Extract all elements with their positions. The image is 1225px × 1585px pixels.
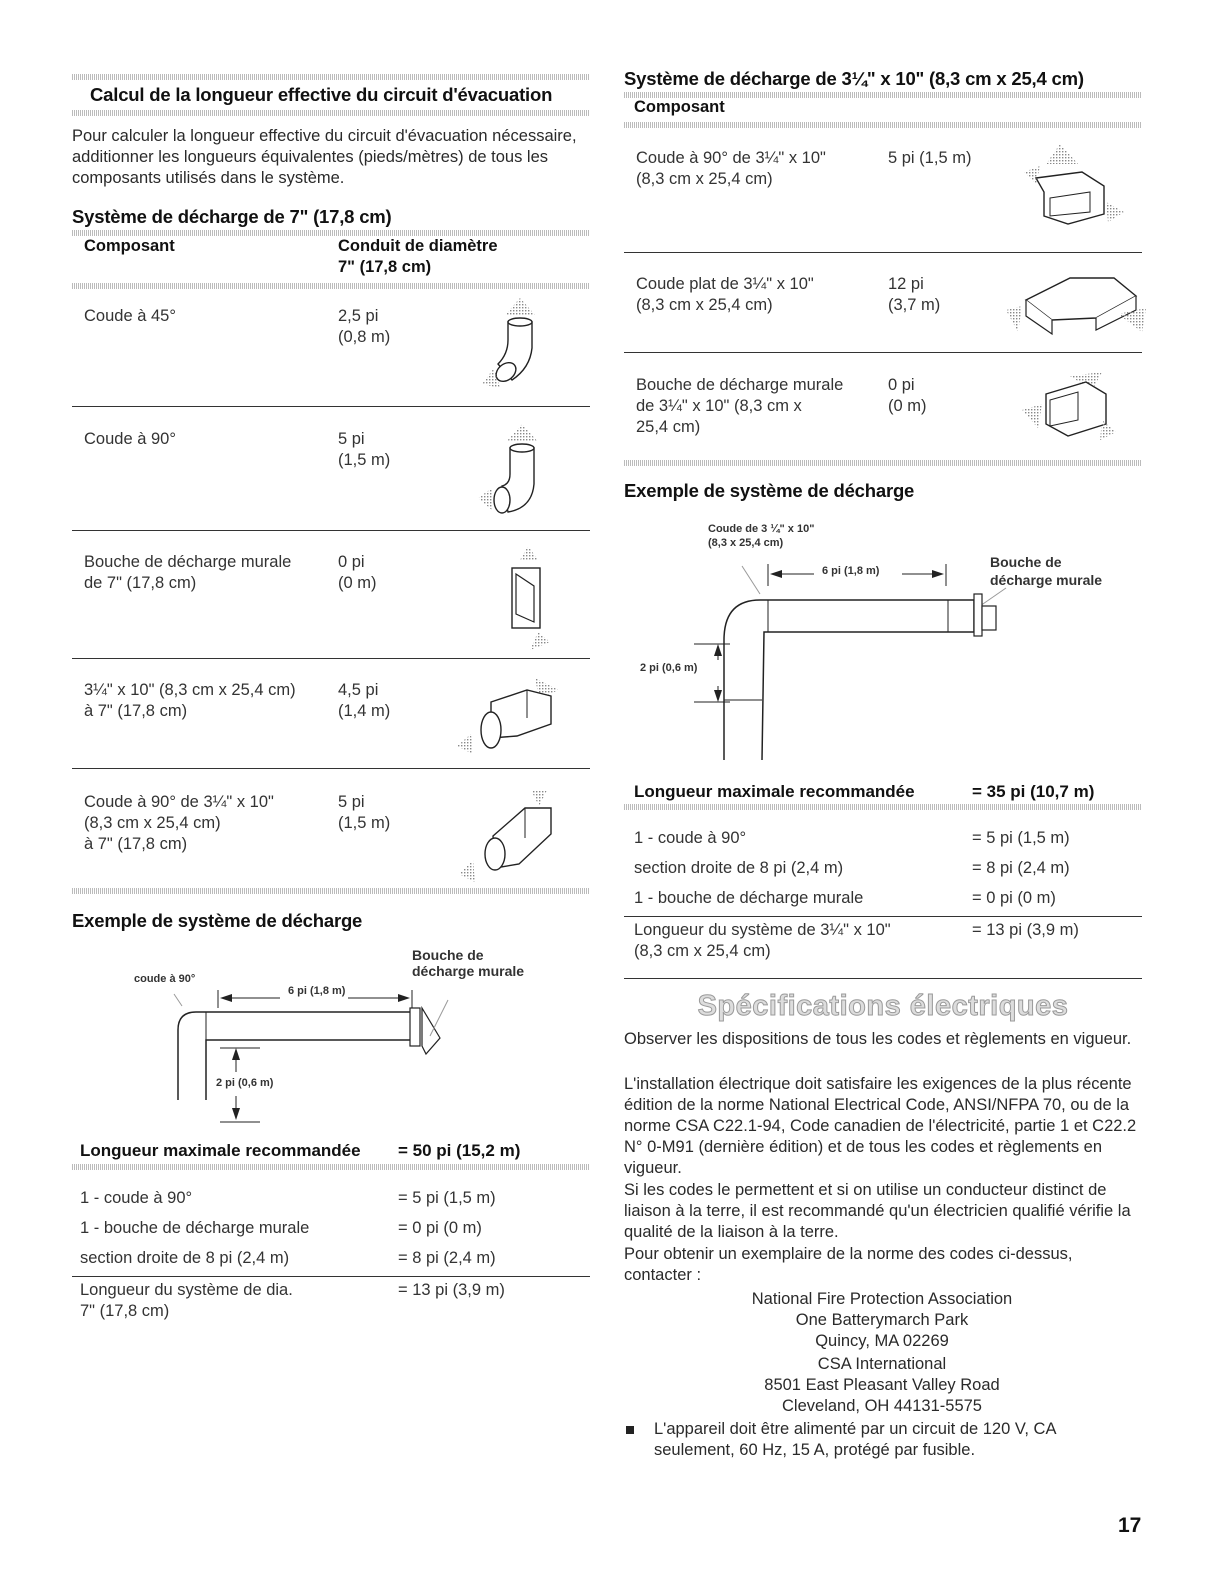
fig-bouche-l1: Bouche de [990,554,1062,570]
duct-diagram [170,980,470,1120]
table-row-comp: Bouche de décharge murale de 7" (17,8 cm) [84,553,292,592]
right-row-comp: Bouche de décharge murale de 3¼" x 10" (8,3 cm x 25,4 cm) [636,376,844,436]
fig-coude-label: coude à 90° [134,973,196,985]
calc-row-item: section droite de 8 pi (2,4 m) [80,1249,290,1267]
calc-row-item: 1 - coude à 90° [80,1189,193,1207]
elbow-45-icon [480,298,560,388]
elec-paragraph-1: Observer les dispositions de tous les codes et règlements en vigueur. [624,1030,1132,1048]
calc-row-value: = 5 pi (1,5 m) [398,1189,496,1207]
right-example-title: Exemple de système de décharge [624,480,915,501]
address-line: National Fire Protection Association [751,1290,1013,1308]
total-rule [72,1276,590,1277]
column-header-conduit [338,236,498,278]
right-row-comp: Coude à 90° de 3¼" x 10" (8,3 cm x 25,4 cm) [636,149,826,188]
right-max-value: = 35 pi (10,7 m) [972,782,1095,801]
row-divider [72,768,590,769]
fig-length-label: 6 pi (1,8 m) [288,985,346,997]
fig-length-label: 6 pi (1,8 m) [822,565,880,577]
calc-row-value: = 8 pi (2,4 m) [972,859,1070,877]
page-number: 17 [1118,1514,1142,1537]
transition-icon [455,676,565,756]
flat-elbow-icon [1004,270,1154,350]
right-header-rule-bottom [624,122,1142,128]
row-divider [72,530,590,531]
fig-bouche-l1: Bouche de [412,947,484,963]
fig-coude-l2: (8,3 x 25,4 cm) [708,537,784,549]
right-max-label: Longueur maximale recommandée [634,782,915,801]
elec-title: Spécifications électriques [697,990,1069,1022]
calc-row-value: = 5 pi (1,5 m) [972,829,1070,847]
address-nfpa [624,1289,1140,1352]
table-end-rule [72,888,590,894]
calc-row-item: 1 - bouche de décharge murale [80,1219,310,1237]
wall-cap-icon [490,546,560,656]
fig-coude-label [708,522,814,550]
fig-height-label: 2 pi (0,6 m) [216,1077,274,1089]
elbow-transition-icon [455,788,565,888]
fig-bouche-label [412,947,524,979]
calc-row-item: section droite de 8 pi (2,4 m) [634,859,844,877]
sys7-title: Système de décharge de 7" (17,8 cm) [72,206,392,227]
column-header-conduit-l1: Conduit de diamètre [338,237,498,255]
calc-row-item: 1 - coude à 90° [634,829,747,847]
rect-elbow-90-icon [1020,142,1130,242]
right-max-rule [624,804,1142,810]
fig-coude-l1: Coude de 3 ¼" x 10" [708,523,815,535]
right-row-val: 12 pi (3,7 m) [888,275,941,314]
fig-bouche-l2: décharge murale [412,963,525,979]
address-line: CSA International [817,1355,947,1373]
calc-row-value: = 0 pi (0 m) [972,889,1056,907]
table-row-comp: Coude à 45° [84,307,176,325]
right-row-comp: Coude plat de 3¼" x 10" (8,3 cm x 25,4 cm) [636,275,814,314]
row-divider [72,658,590,659]
fig-height-label: 2 pi (0,6 m) [640,662,698,674]
right-total-rule [624,916,1142,917]
address-line: 8501 East Pleasant Valley Road [764,1376,1000,1394]
right-sys-title: Système de décharge de 3¼" x 10" (8,3 cm x 25,4 cm) [624,68,1084,89]
total-value: = 13 pi (3,9 m) [398,1281,505,1299]
table-row-val: 5 pi (1,5 m) [338,430,391,469]
table-row-comp: Coude à 90° de 3¼" x 10" (8,3 cm x 25,4 cm) à 7" (17,8 cm) [84,793,274,853]
fig-bouche-l2: décharge murale [990,572,1103,588]
total-item: Longueur du système de dia. 7" (17,8 cm) [80,1281,293,1320]
table-row-comp: Coude à 90° [84,430,176,448]
table-row-val: 0 pi (0 m) [338,553,377,592]
table-row-val: 4,5 pi (1,4 m) [338,681,391,720]
right-row-divider [624,352,1142,353]
duct-diagram [690,560,1010,760]
column-header-conduit-l2: 7" (17,8 cm) [338,258,432,276]
table-row-val: 2,5 pi (0,8 m) [338,307,391,346]
elbow-90-icon [478,424,558,519]
row-divider [72,406,590,407]
calc-row-value: = 8 pi (2,4 m) [398,1249,496,1267]
table-header-rule-bottom [72,283,590,289]
right-column-header-composant: Composant [634,98,725,116]
address-csa [624,1354,1140,1417]
right-row-val: 0 pi (0 m) [888,376,927,415]
max-rule [72,1164,590,1170]
table-row-comp: 3¼" x 10" (8,3 cm x 25,4 cm) à 7" (17,8 cm) [84,681,296,720]
total-value: = 13 pi (3,9 m) [972,921,1079,939]
address-line: Quincy, MA 02269 [815,1332,949,1350]
column-header-composant: Composant [84,237,175,255]
elec-paragraph-4: Pour obtenir un exemplaire de la norme des codes ci-dessus, contacter : [624,1245,1073,1284]
left-max-label: Longueur maximale recommandée [80,1141,361,1160]
calc-row-value: = 0 pi (0 m) [398,1219,482,1237]
right-row-val: 5 pi (1,5 m) [888,149,972,167]
bullet-text: L'appareil doit être alimenté par un circuit de 120 V, CA seulement, 60 Hz, 15 A, protégé par fusible. [654,1420,1056,1459]
header-rule-top [72,74,590,80]
left-example-title: Exemple de système de décharge [72,910,363,931]
table-row-val: 5 pi (1,5 m) [338,793,391,832]
calc-title: Calcul de la longueur effective du circuit d'évacuation [90,84,553,105]
left-max-value: = 50 pi (15,2 m) [398,1141,521,1160]
elec-paragraph-2: L'installation électrique doit satisfaire les exigences de la plus récente édition de la norme National Electrical Code, ANSI/NFPA 70, ou de la norme CSA C22.1-94, Code canadien de l'électricité, partie 1 et C22.2 N° 0-M91 (dernière édition) et de tous les codes et règlements en vigueur. [624,1075,1137,1177]
address-line: Cleveland, OH 44131-5575 [782,1397,982,1415]
calc-paragraph: Pour calculer la longueur effective du circuit d'évacuation nécessaire, additionner les longueurs équivalentes (pieds/mètres) de tous les composants utilisés dans le système. [72,127,577,187]
bullet-square-icon [626,1426,634,1434]
elec-paragraph-3: Si les codes le permettent et si on utilise un conducteur distinct de liaison à la terre, il est recommandé qu'un électricien qualifié vérifie la qualité de la liaison à la terre. [624,1181,1131,1241]
header-rule-bottom [72,110,590,116]
total-item: Longueur du système de 3¼" x 10" (8,3 cm x 25,4 cm) [634,921,891,960]
right-table-end-rule [624,460,1142,466]
address-line: One Batterymarch Park [795,1311,969,1329]
right-row-divider [624,252,1142,253]
rect-wall-cap-icon [1016,370,1126,450]
elec-rule [624,978,1142,979]
calc-row-item: 1 - bouche de décharge murale [634,889,864,907]
